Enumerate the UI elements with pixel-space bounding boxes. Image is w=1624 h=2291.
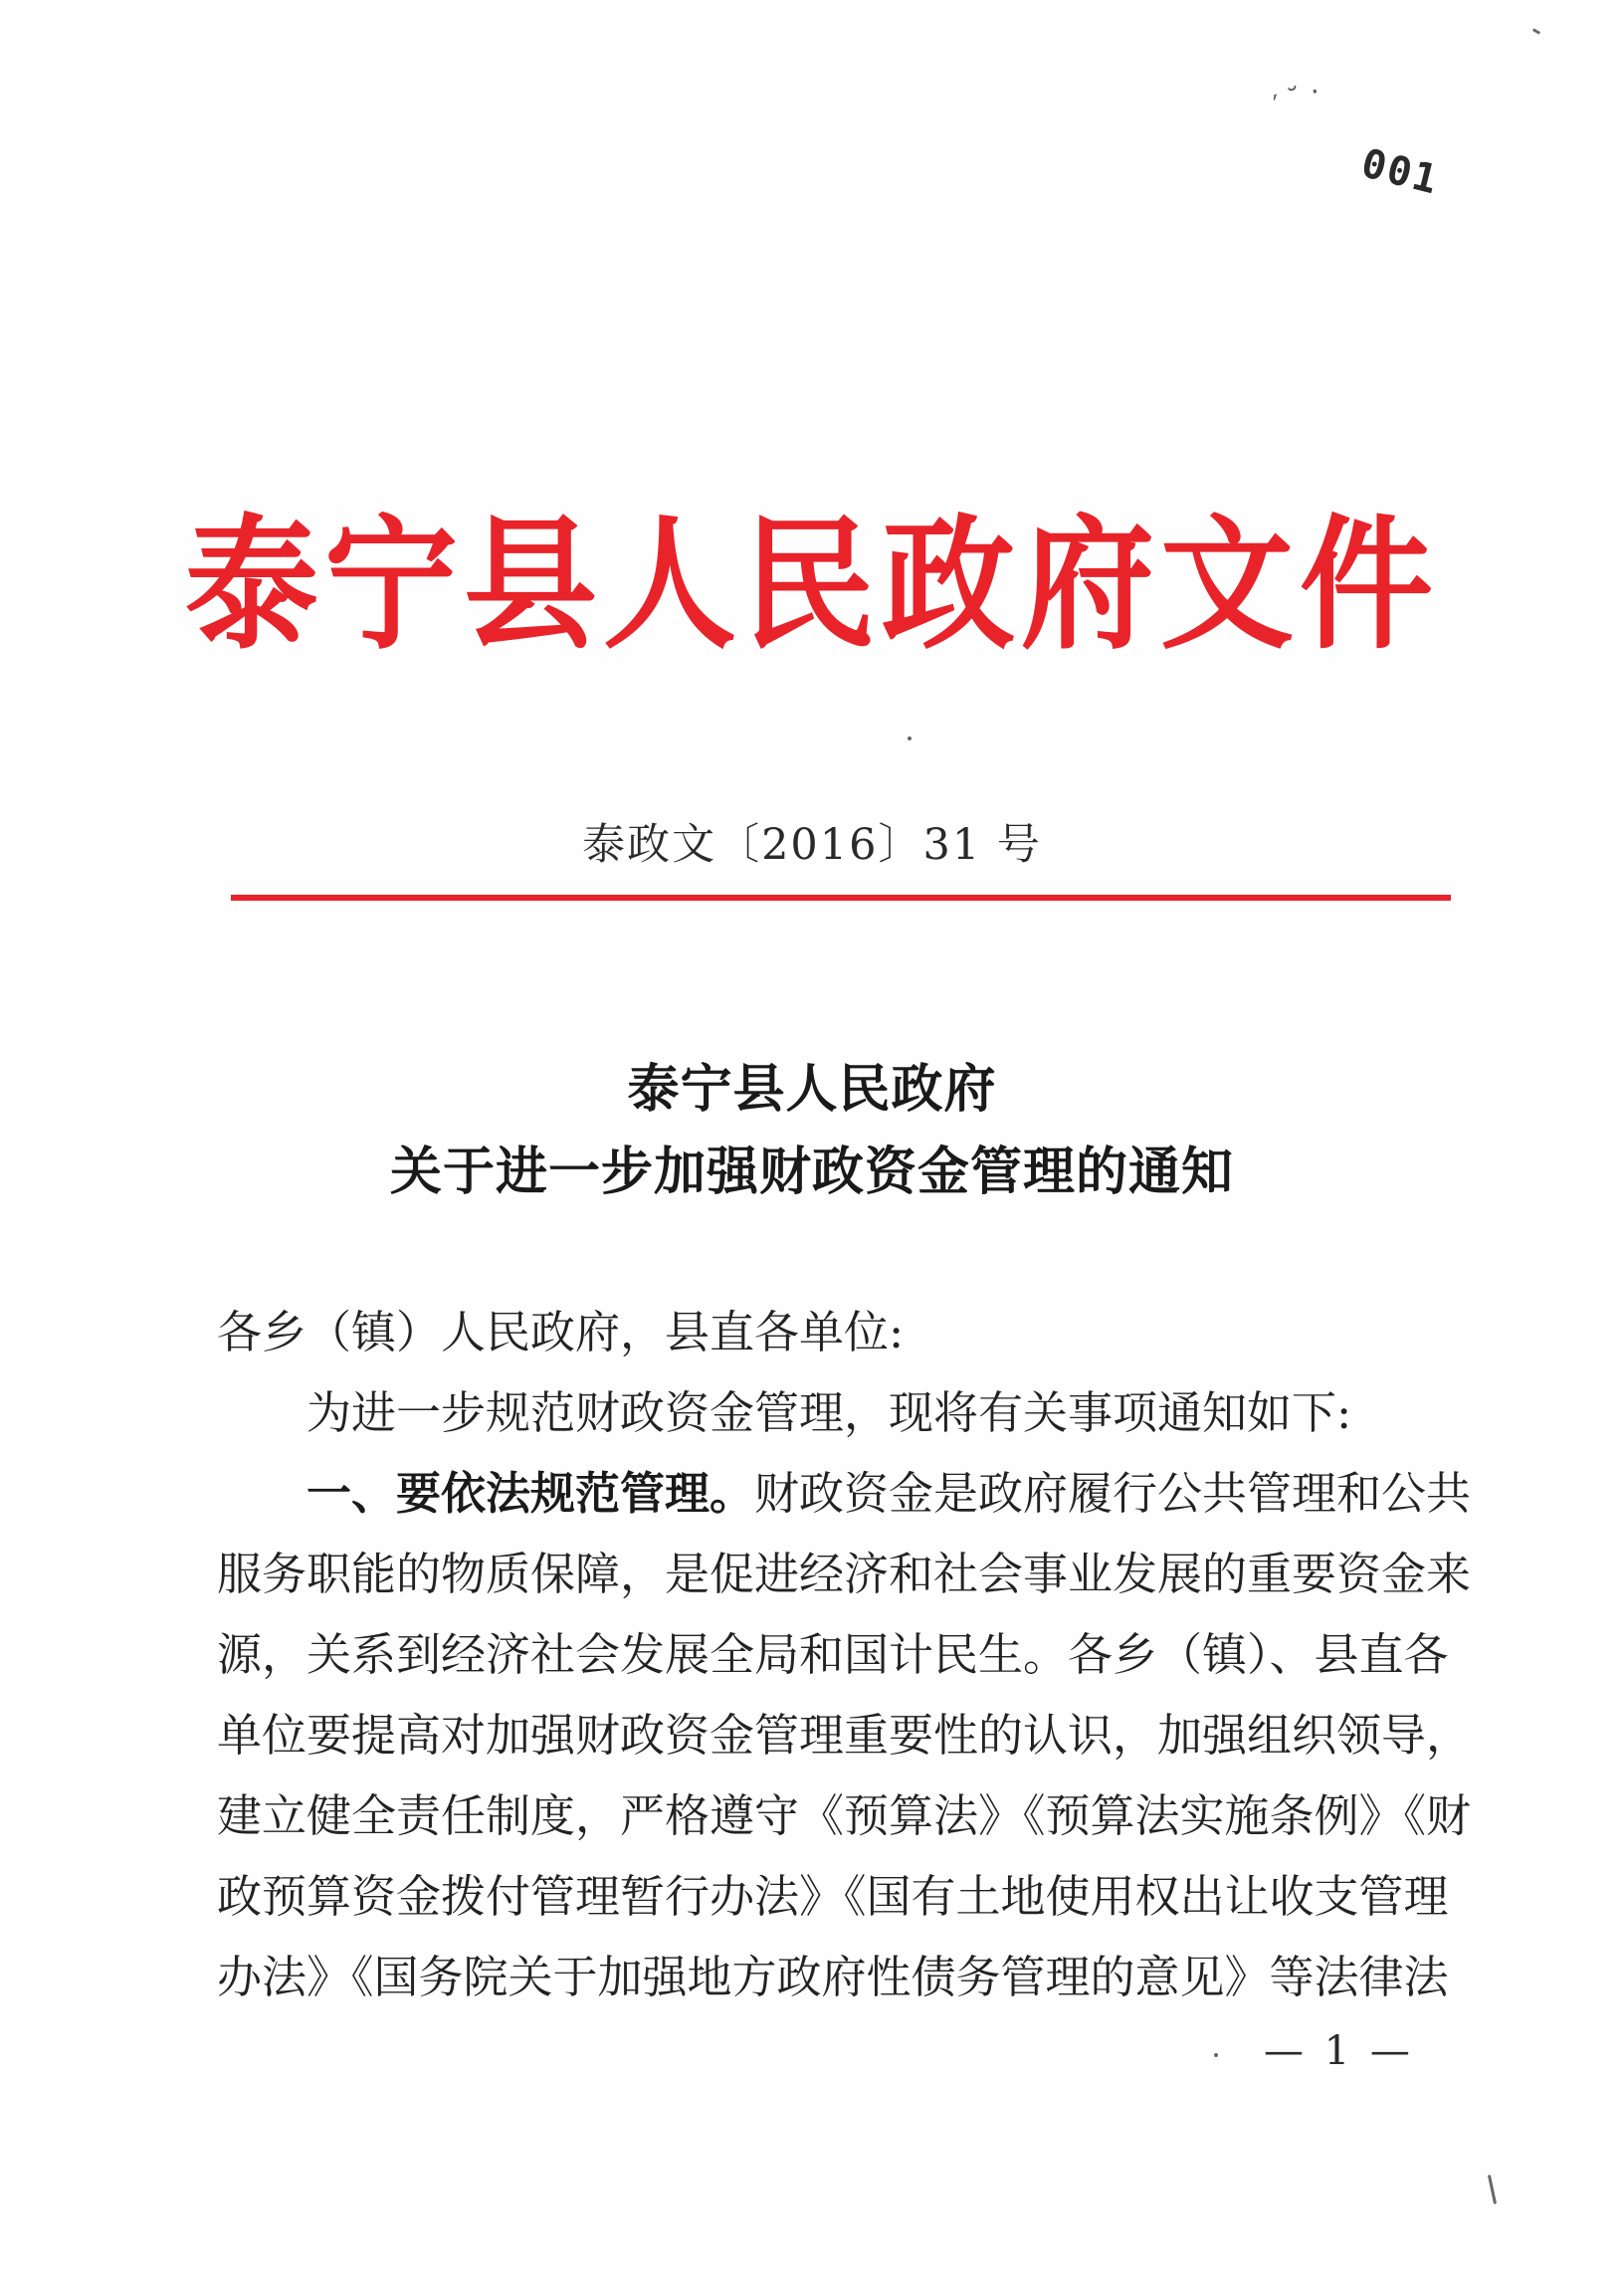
section1-line: 建立健全责任制度，严格遵守《预算法》《预算法实施条例》《财 xyxy=(217,1789,1472,1842)
scan-speck xyxy=(1532,28,1540,35)
salutation: 各乡（镇）人民政府，县直各单位: xyxy=(217,1306,905,1358)
scan-speck xyxy=(1488,2175,1497,2204)
scan-mark: ′ ˘ · xyxy=(1269,74,1325,122)
section1-first-line-text: 财政资金是政府履行公共管理和公共 xyxy=(754,1467,1472,1520)
intro-paragraph: 为进一步规范财政资金管理，现将有关事项通知如下: xyxy=(306,1386,1352,1439)
section1-line: 源，关系到经济社会发展全局和国计民生。各乡（镇）、县直各 xyxy=(217,1628,1449,1681)
section1-first-line xyxy=(306,1467,1472,1520)
section1-line: 单位要提高对加强财政资金管理重要性的认识，加强组织领导， xyxy=(217,1709,1472,1762)
section1-line: 办法》《国务院关于加强地方政府性债务管理的意见》等法律法 xyxy=(217,1951,1449,2003)
section1-heading: 一、要依法规范管理。 xyxy=(306,1467,755,1520)
section1-line: 服务职能的物质保障，是促进经济和社会事业发展的重要资金来 xyxy=(217,1548,1472,1600)
document-number: 泰政文〔2016〕31 号 xyxy=(582,820,1042,870)
notice-title-subject: 关于进一步加强财政资金管理的通知 xyxy=(389,1142,1234,1202)
notice-title-issuer: 泰宁县人民政府 xyxy=(627,1059,997,1120)
red-header-title: 泰宁县人民政府文件 xyxy=(184,499,1439,670)
page-number: — 1 — xyxy=(1264,2028,1414,2074)
red-divider-line xyxy=(231,895,1451,901)
scan-speck xyxy=(1214,2053,1218,2057)
scan-speck xyxy=(908,736,912,740)
section1-line: 政预算资金拨付管理暂行办法》《国有土地使用权出让收支管理 xyxy=(217,1870,1449,1923)
archive-number: 001 xyxy=(1356,140,1444,204)
